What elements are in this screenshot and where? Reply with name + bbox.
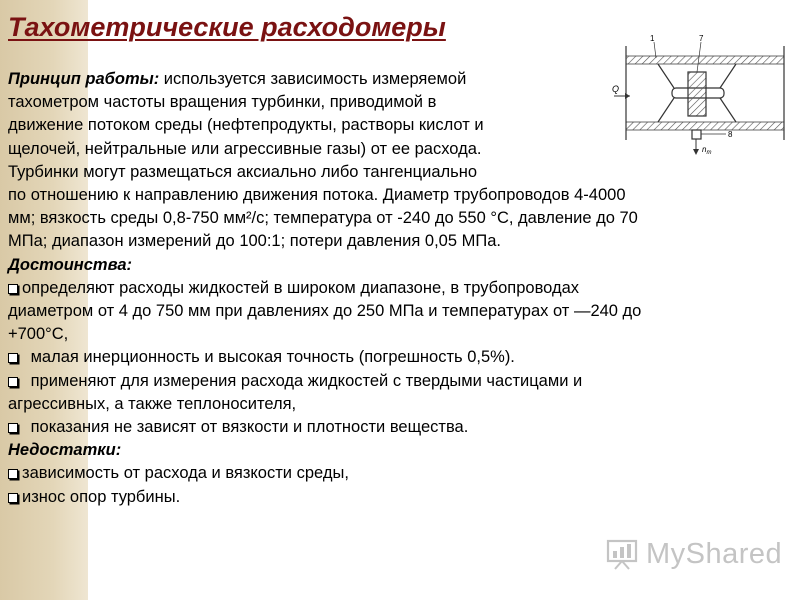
principle-line-3: движение потоком среды (нефтепродукты, растворы кислот и bbox=[8, 116, 484, 135]
label-output-n: $n_т$ bbox=[702, 145, 712, 156]
checkbox-bullet-icon bbox=[8, 353, 18, 363]
principle-text: используется зависимость измеряемой bbox=[159, 70, 467, 88]
label-part-1: 1 bbox=[650, 34, 655, 43]
checkbox-bullet-icon bbox=[8, 423, 18, 433]
slide-content bbox=[8, 68, 788, 509]
advantage-item-1-cont: диаметром от 4 до 750 мм при давлениях до 250 МПа и температурах от —240 до bbox=[8, 302, 642, 321]
presentation-board-icon bbox=[606, 538, 640, 570]
disadvantage-item-1: зависимость от расхода и вязкости среды, bbox=[8, 462, 788, 485]
label-part-8: 8 bbox=[728, 130, 733, 139]
principle-line-5: Турбинки могут размещаться аксиально либо тангенциально bbox=[8, 162, 478, 181]
advantages-heading: Достоинства: bbox=[8, 255, 133, 274]
label-part-7: 7 bbox=[699, 34, 704, 43]
checkbox-bullet-icon bbox=[8, 377, 18, 387]
watermark bbox=[606, 536, 782, 572]
advantage-item-4: показания не зависят от вязкости и плотности вещества. bbox=[8, 416, 788, 439]
checkbox-bullet-icon bbox=[8, 284, 18, 294]
principle-line-8: МПа; диапазон измерений до 100:1; потери давления 0,05 МПа. bbox=[8, 232, 501, 251]
checkbox-bullet-icon bbox=[8, 493, 18, 503]
principle-line-1 bbox=[8, 68, 788, 91]
flow-label: Q bbox=[612, 84, 620, 94]
principle-line-7: мм; вязкость среды 0,8-750 мм²/с; температура от -240 до 550 °С, давление до 70 bbox=[8, 209, 638, 228]
principle-line-6: по отношению к направлению движения потока. Диаметр трубопроводов 4-4000 bbox=[8, 186, 626, 205]
advantage-item-3-cont: агрессивных, а также теплоносителя, bbox=[8, 394, 297, 413]
principle-line-4: щелочей, нейтральные или агрессивные газы) от ее расхода. bbox=[8, 139, 482, 158]
pipe-wall-top bbox=[626, 56, 784, 64]
advantage-item-1-cont: +700°С, bbox=[8, 325, 69, 344]
principle-line-2: тахометром частоты вращения турбинки, приводимой в bbox=[8, 93, 437, 112]
checkbox-bullet-icon bbox=[8, 469, 18, 479]
disadvantage-item-2: износ опор турбины. bbox=[8, 486, 788, 509]
principle-heading: Принцип работы: bbox=[8, 70, 160, 88]
advantage-item-1: определяют расходы жидкостей в широком диапазоне, в трубопроводах bbox=[8, 277, 788, 300]
advantage-item-2: малая инерционность и высокая точность (погрешность 0,5%). bbox=[8, 346, 788, 369]
watermark-text: MyShared bbox=[646, 537, 783, 570]
advantage-item-3: применяют для измерения расхода жидкостей с твердыми частицами и bbox=[8, 370, 788, 393]
page-title: Тахометрические расходомеры bbox=[8, 12, 446, 42]
disadvantages-heading: Недостатки: bbox=[8, 441, 122, 460]
